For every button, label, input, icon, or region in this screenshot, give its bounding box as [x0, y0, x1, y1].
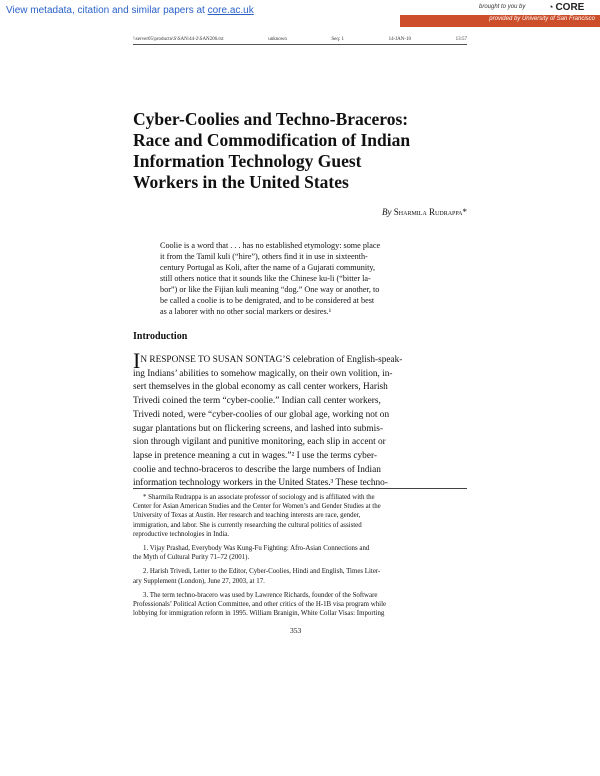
provided-by-bar: [400, 15, 600, 27]
footnote-3: 3. The term techno-bracero was used by Lawrence Richards, founder of the Software: [143, 591, 378, 599]
brought-to-you-by: brought to you by: [479, 4, 526, 10]
time: 13:57: [455, 37, 467, 42]
date: 14-JAN-10: [388, 37, 412, 42]
footnotes: * Sharmila Rudrappa is an associate professor of sociology and is affiliated with the Center for Asian American Studies and the Center for Women’s and Gender Studies at the University of Texas at Austin. Her research and teaching interests are race, gender, immigration, and labor. She is currently researching the cultural politics of assisted reproductive technologies in India. 1. Vijay Prashad, Everybody Was Kung-Fu Fighting: Afro-Asian Connections and the Myth of Cultural Purity 71–72 (2001). 2. Harish Trivedi, Letter to the Editor, Cyber-Coolies, Hindi and English, Times Liter- ary Supplement (London), June 27, 2003, at 17. 3. The term techno-bracero was used by Lawrence Richards, founder of the Software Professionals’ Political Action Committee, and other critics of the H-1B visa program while lobbying for immigration reform in 1995. William Branigin, White Collar Visas: Importing: [133, 493, 467, 618]
footnote-1: 1. Vijay Prashad, Everybody Was Kung-Fu Fighting: Afro-Asian Connections and: [143, 545, 370, 553]
author-name: Sharmila Rudrappa*: [393, 207, 467, 217]
header-rule: [133, 44, 467, 45]
core-logo-icon: ◔: [548, 2, 554, 12]
footnote-rule: [133, 488, 467, 489]
byline: By Sharmila Rudrappa*: [382, 207, 467, 217]
core-banner: [0, 0, 600, 26]
drop-cap: I: [133, 348, 141, 373]
sequence: Seq: 1: [331, 37, 345, 42]
article-title: Cyber-Coolies and Techno-Braceros: Race and Commodification of Indian Information Technology Guest Workers in the United States: [133, 109, 411, 192]
provided-by-text: provided by University of San Francisco: [489, 16, 595, 22]
running-header: [133, 37, 467, 42]
epigraph: Coolie is a word that . . . has no established etymology: some place it from the Tamil kuli (“hire”), others find it in use in sixteenth- century Portugal as Koli, after the name of a Gujarati community, still others notice that it sounds like the Chinese ku-li (“bitter la- bor”) or like the Fijian kuli meaning “dog.” One way or another, to be called a coolie is to be denigrated, and to be considered at best as a laborer with no other social markers or desires.¹: [160, 241, 381, 316]
core-domain: core.ac.uk: [207, 5, 254, 16]
section-heading: Introduction: [133, 331, 188, 342]
footnote-2: 2. Harish Trivedi, Letter to the Editor, Cyber-Coolies, Hindi and English, Times Liter-: [143, 568, 381, 576]
core-metadata-link[interactable]: View metadata, citation and similar papers at core.ac.uk: [6, 5, 254, 16]
body-text: I N RESPONSE TO SUSAN SONTAG’S celebration of English-speak- ing Indians’ abilities to somehow magically, on their own volition, in- sert themselves in the global economy as call center workers, Harish Trivedi coined the term “cyber-coolie.” Indian call center workers, Trivedi noted, were “cyber-coolies of our global age, working not on sugar plantations but on flickering screens, and lashed into submis- sion through vigilant and punitive monitoring, each slip in accent or lapse in pretence meaning a cut in wages.”² I use the terms cyber- coolie and techno-braceros to describe the large numbers of Indian information technology workers in the United States.³ These techno-: [133, 354, 467, 491]
status: unknown: [268, 37, 287, 42]
page-number: 353: [290, 626, 302, 635]
core-logo[interactable]: ◔ CORE: [548, 2, 585, 13]
body-first-line: I N RESPONSE TO SUSAN SONTAG’S celebration of English-speak-: [133, 348, 403, 373]
file-path: \\server05\productn\S\SAN\44-2\SAN206.txt: [133, 37, 224, 42]
